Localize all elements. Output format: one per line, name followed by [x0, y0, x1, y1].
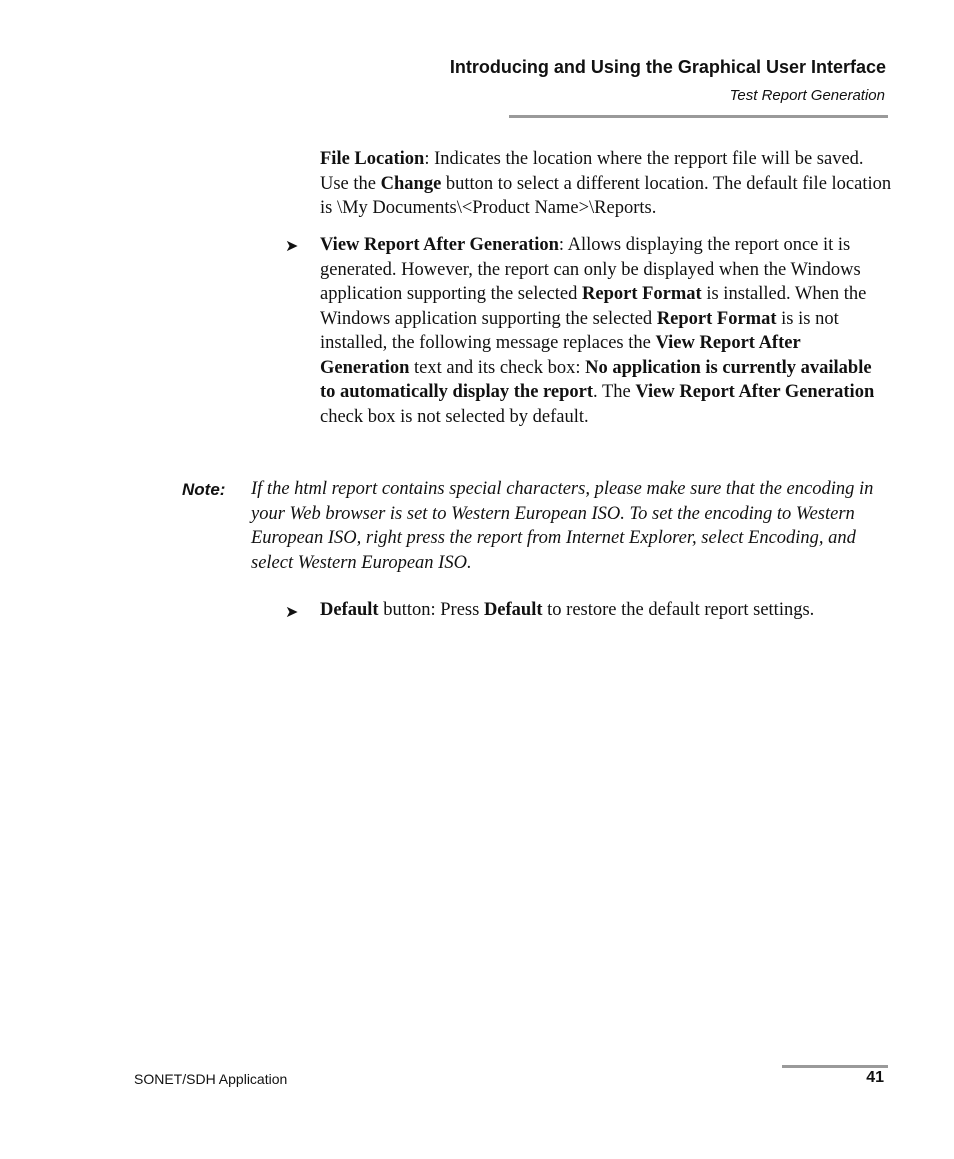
view-report-text-4: text and its check box:: [409, 357, 586, 378]
view-report-term-2: View Report After Generation: [320, 333, 801, 378]
view-report-text-2: is installed. When the Windows application supporting the selected: [320, 284, 867, 329]
note-text: If the html report contains special characters, please make sure that the encoding in your Web browser is set to Western European ISO. To set the encoding to Western European ISO, right press the report from Internet Explorer, select Encoding, and select Western European ISO.: [251, 479, 874, 573]
file-location-term: File Location: [320, 149, 425, 169]
footer-divider: [782, 1065, 888, 1068]
bullet-arrow-icon: ➤: [285, 602, 299, 621]
chapter-title: Introducing and Using the Graphical User Interface: [449, 57, 886, 77]
view-report-text-3: is is not installed, the following message replaces the: [320, 308, 839, 353]
default-text-2: to restore the default report settings.: [542, 600, 815, 620]
view-report-text-5: . The: [593, 382, 636, 402]
view-report-text-6: check box is not selected by default.: [320, 406, 589, 427]
no-application-message: No application is currently available to automatically display the report: [320, 357, 872, 402]
bullet-arrow-icon: ➤: [285, 236, 299, 255]
view-report-paragraph: [320, 233, 890, 429]
note-label: Note:: [182, 480, 226, 499]
header-divider: [509, 115, 888, 118]
default-text-1: button: Press: [378, 600, 484, 620]
file-location-text-2: button to select a different location. The default file location is \My Documents\<Product Name>\Reports.: [320, 173, 892, 218]
default-term-2: Default: [483, 600, 543, 620]
file-location-text-1: : Indicates the location where the repport file will be saved. Use the: [320, 149, 864, 194]
view-report-term: View Report After Generation: [320, 235, 559, 255]
file-location-paragraph: [320, 147, 895, 221]
change-term: Change: [380, 173, 442, 194]
view-report-text-1: : Allows displaying the report once it is generated. However, the report can only be displayed when the Windows application supporting the selected: [320, 235, 861, 304]
report-format-term-1: Report Format: [582, 284, 702, 304]
page-number: 41: [866, 1069, 884, 1086]
report-format-term-2: Report Format: [656, 308, 777, 329]
footer-product-name: SONET/SDH Application: [134, 1071, 288, 1087]
default-term: Default: [320, 600, 379, 620]
default-paragraph: [320, 598, 920, 623]
section-title: Test Report Generation: [729, 87, 885, 104]
view-report-term-3: View Report After Generation: [635, 382, 875, 402]
